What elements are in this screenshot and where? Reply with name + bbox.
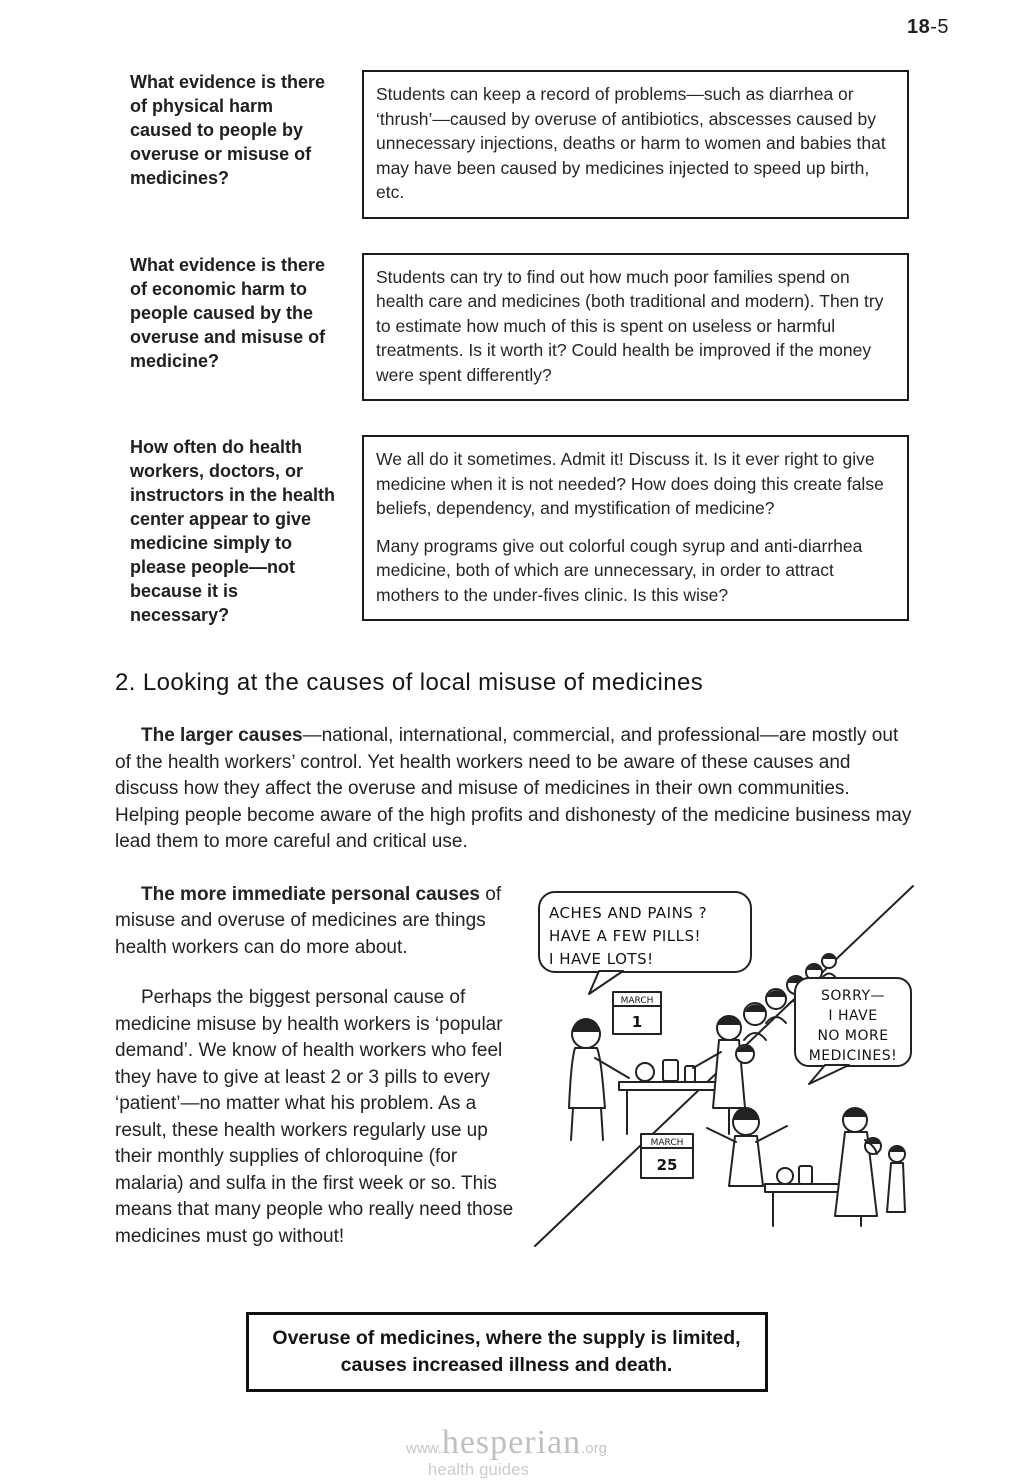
calendar-march-25 bbox=[641, 1134, 693, 1178]
question-physical-harm: What evidence is there of physical harm caused to people by overuse or misuse of medicines? bbox=[130, 72, 326, 188]
question-economic-harm: What evidence is there of economic harm to people caused by the overuse and misuse of medicine? bbox=[130, 254, 326, 371]
text-and-illustration bbox=[115, 880, 915, 1275]
speech-bubble-pills bbox=[539, 892, 751, 994]
bubble-text-line: SORRY— bbox=[820, 987, 886, 1004]
paragraph-lead-bold: The more immediate personal causes bbox=[141, 883, 480, 905]
bubble-text-line: ACHES AND PAINS ? bbox=[549, 903, 708, 922]
bubble-text-line: MEDICINES! bbox=[808, 1047, 898, 1064]
paragraph-lead-bold: The larger causes bbox=[141, 725, 303, 746]
watermark-footer bbox=[0, 1424, 1013, 1480]
answer-box-economic-harm bbox=[362, 253, 909, 402]
clinic-illustration bbox=[533, 882, 915, 1250]
qa-row-please-people bbox=[130, 435, 909, 627]
page-number-page: -5 bbox=[930, 16, 949, 38]
mother-figure bbox=[693, 1016, 754, 1108]
watermark-url-prefix: www. bbox=[406, 1440, 442, 1457]
watermark-url-suffix: .org bbox=[581, 1440, 607, 1457]
paragraph-text: of misuse and overuse of medicines are things health workers can do more about. bbox=[115, 883, 502, 958]
bubble-text-line: I HAVE LOTS! bbox=[549, 949, 654, 968]
speech-bubble-sorry bbox=[795, 978, 911, 1084]
watermark-brand: hesperian bbox=[441, 1424, 582, 1461]
section-heading: 2. Looking at the causes of local misuse of medicines bbox=[115, 669, 704, 696]
calendar-day: 1 bbox=[631, 1012, 643, 1031]
mother-with-baby-figure bbox=[835, 1108, 881, 1216]
paragraph-text: —national, international, commercial, and professional—are mostly out of the health workers’ control. Yet health workers need to be aware of these causes and discuss how they affect the overuse and misuse of medicines in their own communities. Helping people become aware of the high profits and dishonesty of the medicine business may lead them to more careful and critical use. bbox=[115, 725, 912, 852]
health-worker-figure bbox=[569, 1018, 629, 1140]
calendar-march-1 bbox=[613, 992, 661, 1034]
callout-line: causes increased illness and death. bbox=[340, 1354, 673, 1376]
callout-box bbox=[246, 1312, 768, 1392]
child-figure bbox=[887, 1146, 905, 1212]
clinic-cartoon-svg bbox=[533, 882, 915, 1250]
answer-text: Many programs give out colorful cough syrup and anti-diarrhea medicine, both of which are unnecessary, in order to attract mothers to the under-fives clinic. Is this wise? bbox=[376, 535, 863, 605]
callout-line: Overuse of medicines, where the supply is limited, bbox=[272, 1327, 741, 1349]
answer-text: Students can try to find out how much poor families spend on health care and medicines (both traditional and modern). Then try to estimate how much of this is spent on useless or harmful treatments. Is it worth it? Could health be improved if the money were spent differently? bbox=[376, 266, 884, 385]
paragraph-larger-causes bbox=[115, 723, 915, 856]
calendar-month: MARCH bbox=[620, 995, 654, 1006]
question-please-people: How often do health workers, doctors, or instructors in the health center appear to give medicine simply to please people—not because it is necessary? bbox=[130, 437, 336, 625]
answer-text: Students can keep a record of problems—such as diarrhea or ‘thrush’—caused by overuse of antibiotics, abscesses caused by unnecessary injections, deaths or harm to women and babies that may have been caused by medicines injected to speed up birth, etc. bbox=[376, 84, 886, 202]
answer-text: We all do it sometimes. Admit it! Discuss it. Is it ever right to give medicine when it is not needed? How does doing this create false beliefs, dependency, and mystification of medicine? bbox=[376, 449, 884, 518]
health-worker-empty-figure bbox=[707, 1107, 787, 1186]
calendar-month: MARCH bbox=[650, 1137, 684, 1148]
paragraph-popular-demand: Perhaps the biggest personal cause of medicine misuse by health workers is ‘popular demand’. We know of health workers who feel they have to give at least 2 or 3 pills to every ‘patient’—no matter what his problem. As a result, these health workers regularly use up their monthly supplies of chloroquine (for malaria) and sulfa in the first week or so. This means that many people who really need those medicines must go without! bbox=[115, 987, 514, 1247]
calendar-day: 25 bbox=[656, 1155, 678, 1174]
qa-row-economic-harm bbox=[130, 253, 909, 402]
answer-box-please-people bbox=[362, 435, 909, 621]
qa-row-physical-harm bbox=[130, 70, 909, 219]
watermark-url bbox=[0, 1424, 1013, 1462]
page-number-chapter: 18 bbox=[906, 16, 931, 38]
answer-box-physical-harm bbox=[362, 70, 909, 219]
bubble-text-line: I HAVE bbox=[828, 1007, 878, 1024]
page-number bbox=[907, 16, 949, 39]
scene-march-1 bbox=[539, 892, 836, 1140]
watermark-tagline: health guides bbox=[427, 1460, 530, 1479]
qa-section bbox=[130, 70, 909, 627]
bubble-text-line: HAVE A FEW PILLS! bbox=[549, 926, 702, 945]
bubble-text-line: NO MORE bbox=[817, 1027, 889, 1044]
